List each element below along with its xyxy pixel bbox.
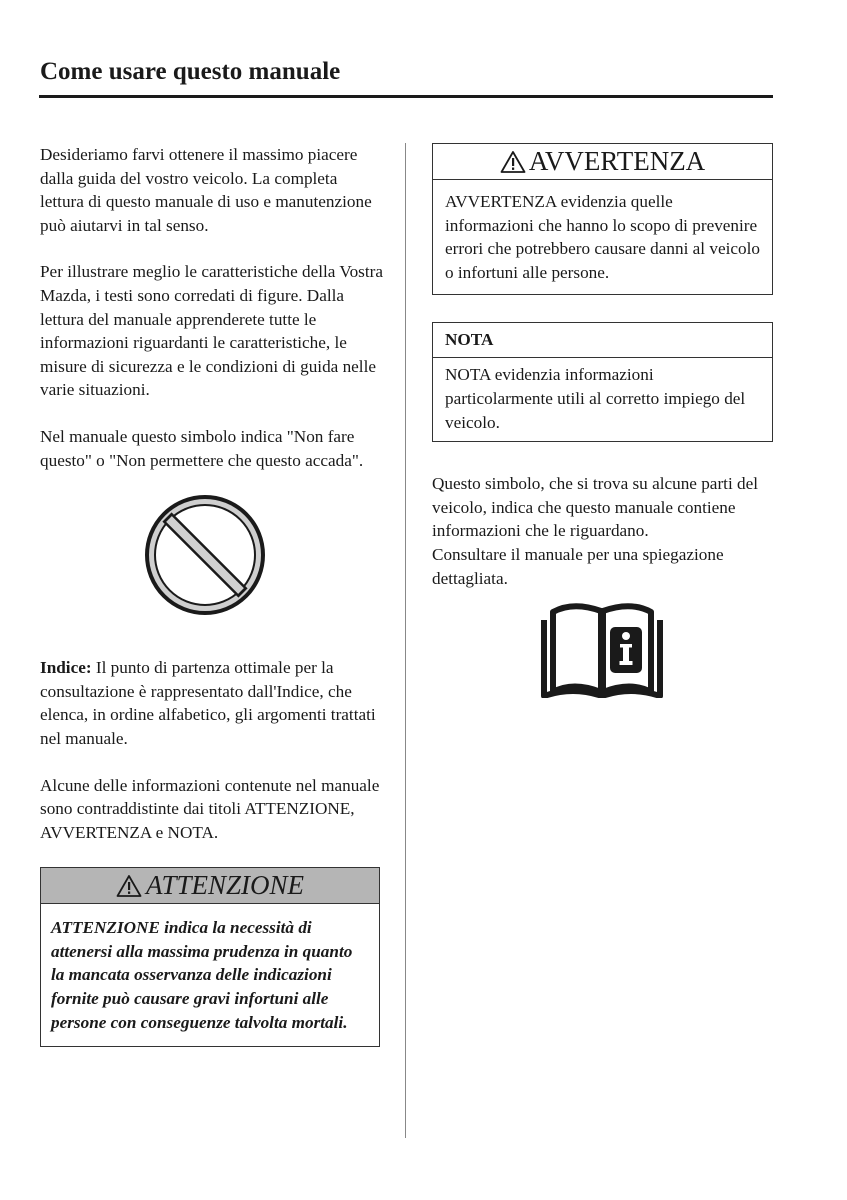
prohibition-icon [140,490,270,620]
sections-paragraph: Alcune delle informazioni contenute nel manuale sono contraddistinte dai titoli ATTENZIONE, AVVERTENZA e NOTA. [40,775,380,842]
attention-box [40,867,380,1047]
illustrations-paragraph: Per illustrare meglio le caratteristiche della Vostra Mazda, i testi sono corredati di figure. Dalla lettura del manuale apprenderete tutte le informazioni riguardanti le caratteristiche, le misure di sicurezza e le condizioni di guida nelle varie situazioni. [40,262,383,400]
title-rule [39,95,773,98]
symbol-text: Questo simbolo, che si trova su alcune parti del veicolo, indica che questo manuale contiene informazioni che le riguardano. [432,474,759,541]
index-paragraph [40,656,385,750]
symbol-paragraph [432,472,773,590]
prohibition-figure [40,490,385,632]
right-column [432,143,773,702]
attention-title: ATTENZIONE [145,870,305,901]
attention-body: ATTENZIONE indica la necessità di attenersi alla massima prudenza in quanto la mancata osservanza delle indicazioni fornite può causare gravi infortuni alle persone con conseguenze talvolta mortali. [51,918,353,1032]
index-text: Il punto di partenza ottimale per la consultazione è rappresentato dall'Indice, che elenca, in ordine alfabetico, gli argomenti trattati nel manuale. [40,658,376,748]
note-box [432,322,773,442]
index-label: Indice: [40,658,92,678]
note-title: NOTA [445,330,494,350]
column-divider [405,143,406,1138]
warning-box [432,143,773,295]
manual-figure [432,602,773,702]
note-body: NOTA evidenzia informazioni particolarmente utili al corretto impiego del veicolo. [445,365,746,432]
page-title: Come usare questo manuale [40,58,341,85]
consult-text: Consultare il manuale per una spiegazione dettagliata. [432,544,724,588]
warning-triangle-icon [500,150,526,174]
warning-header [433,144,772,180]
symbol-intro-paragraph: Nel manuale questo simbolo indica "Non fare questo" o "Non permettere che questo accada". [40,426,364,470]
warning-triangle-icon [116,874,142,898]
warning-title: AVVERTENZA [528,146,706,176]
attention-header [41,868,379,904]
intro-paragraph: Desideriamo farvi ottenere il massimo piacere dalla guida del vostro veicolo. La completa lettura di questo manuale di uso e manutenzione può aiutarvi in tal senso. [40,145,372,235]
manual-info-icon [541,602,663,698]
warning-body: AVVERTENZA evidenzia quelle informazioni che hanno lo scopo di prevenire errori che potrebbero causare danni al veicolo o infortuni alle persone. [445,192,760,282]
note-header [433,323,772,358]
left-column [40,143,385,1047]
